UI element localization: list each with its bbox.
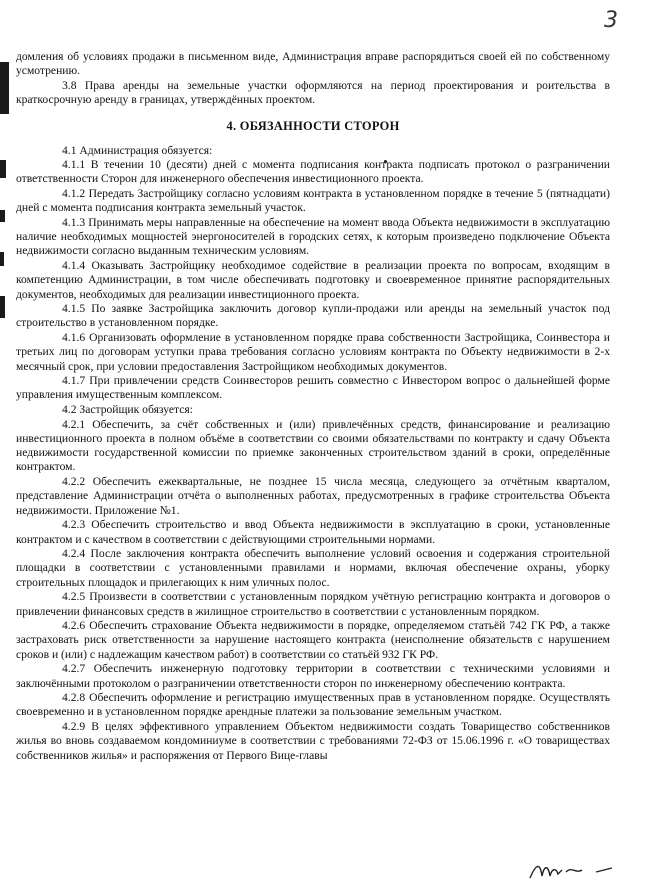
page-number: 3 xyxy=(604,8,618,33)
clause-4-2-1: 4.2.1 Обеспечить, за счёт собственных и (или) привлечённых средств, финансирование и реализацию инвестиционного проекта в полном объёме в соответствии со своими обязательствами по контракту и сдачу Объекта недвижимости государственной комиссии по приемке законченных строительством зданий в сроки, определённые контрактом. xyxy=(16,417,610,474)
scan-edge-mark xyxy=(0,210,5,222)
clause-4-1-2: 4.1.2 Передать Застройщику согласно условиям контракта в установленном порядке в течение 5 (пятнадцати) дней с момента подписания контракта земельный участок. xyxy=(16,187,610,215)
clause-4-1-1: 4.1.1 В течении 10 (десяти) дней с момента подписания контракта подписать протокол о разграничении ответственности Сторон для инженерного обеспечения инвестиционного проекта. xyxy=(16,158,610,186)
scan-edge-mark xyxy=(0,160,6,178)
clause-4-2-9: 4.2.9 В целях эффективного управлением Объектом недвижимости создать Товарищество собственников жилья во вновь создаваемом кондоминиуме в соответствии с требованиями 72-ФЗ от 15.06.1996 г. «О товариществах собственников жилья» и распоряжения от Первого Вице-главы xyxy=(16,720,610,762)
clause-4-2-8: 4.2.8 Обеспечить оформление и регистрацию имущественных прав в установленном порядке. Осуществлять своевременно и в установленном порядке арендные платежи за пользование земельным участком. xyxy=(16,691,610,719)
handwritten-signature xyxy=(526,856,618,882)
clause-4-2-4: 4.2.4 После заключения контракта обеспечить выполнение условий освоения и содержания строительной площадки в соответствии с установленными правилами и нормами, включая обеспечение охраны, уборку строительных площадок и прилегающих к ним уличных полос. xyxy=(16,547,610,589)
document-body xyxy=(16,50,610,763)
clause-4-1-7: 4.1.7 При привлечении средств Соинвесторов решить совместно с Инвестором вопрос о дальнейшей форме управления имущественным комплексом. xyxy=(16,374,610,402)
continuation-paragraph: домления об условиях продажи в письменном виде, Администрация вправе распорядиться своей ей по собственному усмотрению. xyxy=(16,50,610,78)
clause-4-1-4: 4.1.4 Оказывать Застройщику необходимое содействие в реализации проекта по вопросам, входящим в компетенцию Администрации, в том числе обеспечивать подготовку и своевременное принятие распорядительных документов, необходимых для реализации инвестиционного проекта. xyxy=(16,259,610,301)
clause-4-1-3: 4.1.3 Принимать меры направленные на обеспечение на момент ввода Объекта недвижимости в эксплуатацию наличие необходимых мощностей энергоносителей в городских сетях, к которым произведено подключение Объекта недвижимости согласно выданным техническим условиям. xyxy=(16,216,610,258)
clause-4-2: 4.2 Застройщик обязуется: xyxy=(62,403,193,417)
scan-edge-mark xyxy=(0,296,5,318)
clause-4-1-6: 4.1.6 Организовать оформление в установленном порядке права собственности Застройщика, Соинвестора и третьих лиц по договорам уступки права требования согласно условиям контракта по Объекту недвижимости в 2-х месячный срок, при условии предоставления Застройщиком необходимых документов. xyxy=(16,331,610,373)
clause-4-2-2: 4.2.2 Обеспечить ежеквартальные, не позднее 15 числа месяца, следующего за отчётным кварталом, представление Администрации отчёта о выполненных работах, предусмотренных в графике строительства Объекта недвижимости. Приложение №1. xyxy=(16,475,610,517)
clause-4-2-7: 4.2.7 Обеспечить инженерную подготовку территории в соответствии с техническими условиями и заключёнными протоколом о разграничении ответственности сторон по инженерному обеспечению контракта. xyxy=(16,662,610,690)
clause-4-2-5: 4.2.5 Произвести в соответствии с установленным порядком учётную регистрацию контракта и договоров о привлечении финансовых средств в жилищное строительство в соответствии с установленным порядком. xyxy=(16,590,610,618)
section-heading: 4. ОБЯЗАННОСТИ СТОРОН xyxy=(226,119,400,134)
clause-4-2-6: 4.2.6 Обеспечить страхование Объекта недвижимости в порядке, определяемом статьёй 742 ГК РФ, а также застраховать риск ответственности за нарушение настоящего контракта (неисполнение обязательств с нарушением сроков и (или) с надлежащим качеством работ) в соответствии со статьёй 932 ГК РФ. xyxy=(16,619,610,661)
scan-edge-mark xyxy=(0,252,4,266)
clause-4-1-5: 4.1.5 По заявке Застройщика заключить договор купли-продажи или аренды на земельный участок под строительство в установленном порядке. xyxy=(16,302,610,330)
scan-edge-mark xyxy=(0,62,9,114)
clause-4-1: 4.1 Администрация обязуется: xyxy=(62,143,213,157)
clause-3-8: 3.8 Права аренды на земельные участки оформляются на период проектирования и роительства в краткосрочную аренду в границах, утверждённых проектом. xyxy=(16,78,610,107)
clause-4-2-3: 4.2.3 Обеспечить строительство и ввод Объекта недвижимости в эксплуатацию в сроки, установленные контрактом и с качеством в соответствии с действующими строительными нормами. xyxy=(16,518,610,546)
